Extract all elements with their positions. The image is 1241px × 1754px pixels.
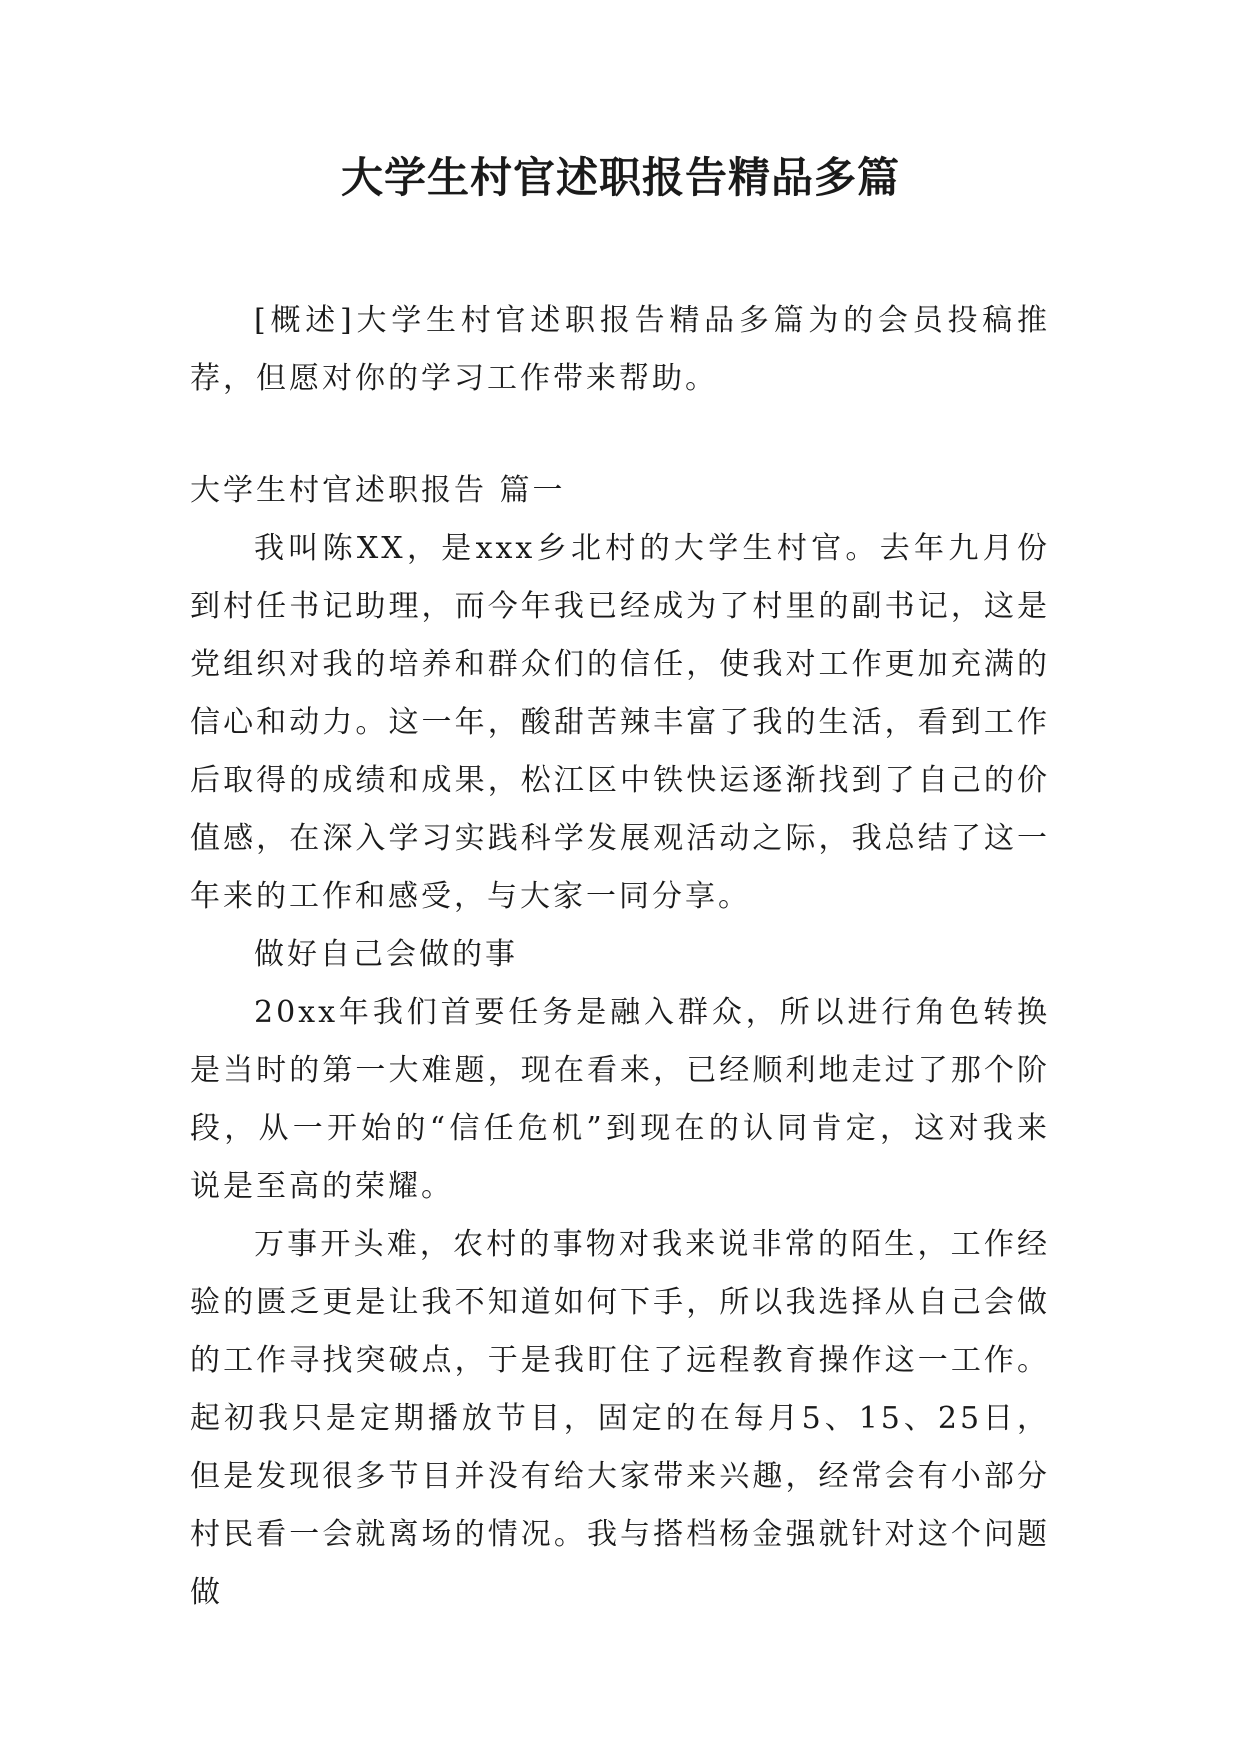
document-title: 大学生村官述职报告精品多篇 [340, 153, 900, 202]
summary-block [190, 292, 1050, 408]
section-one [190, 462, 1050, 1622]
subheading-paragraph: 做好自己会做的事 [254, 937, 518, 972]
body-paragraph: 万事开头难，农村的事物对我来说非常的陌生，工作经验的匮乏更是让我不知道如何下手，所以我选择从自己会做的工作寻找突破点，于是我盯住了远程教育操作这一工作。起初我只是定期播放节目，固定的在每月5、15、25日，但是发现很多节目并没有给大家带来兴趣，经常会有小部分村民看一会就离场的情况。我与搭档杨金强就针对这个问题做 [190, 1227, 1050, 1610]
section-heading: 大学生村官述职报告 篇一 [190, 473, 566, 508]
body-paragraph: 我叫陈XX，是xxx乡北村的大学生村官。去年九月份到村任书记助理，而今年我已经成为了村里的副书记，这是党组织对我的培养和群众们的信任，使我对工作更加充满的信心和动力。这一年，酸甜苦辣丰富了我的生活，看到工作后取得的成绩和成果，松江区中铁快运逐渐找到了自己的价值感，在深入学习实践科学发展观活动之际，我总结了这一年来的工作和感受，与大家一同分享。 [190, 531, 1050, 914]
summary-paragraph: [概述]大学生村官述职报告精品多篇为的会员投稿推荐，但愿对你的学习工作带来帮助。 [190, 303, 1050, 396]
body-paragraph: 20xx年我们首要任务是融入群众，所以进行角色转换是当时的第一大难题，现在看来，已经顺利地走过了那个阶段，从一开始的“信任危机”到现在的认同肯定，这对我来说是至高的荣耀。 [190, 995, 1050, 1204]
